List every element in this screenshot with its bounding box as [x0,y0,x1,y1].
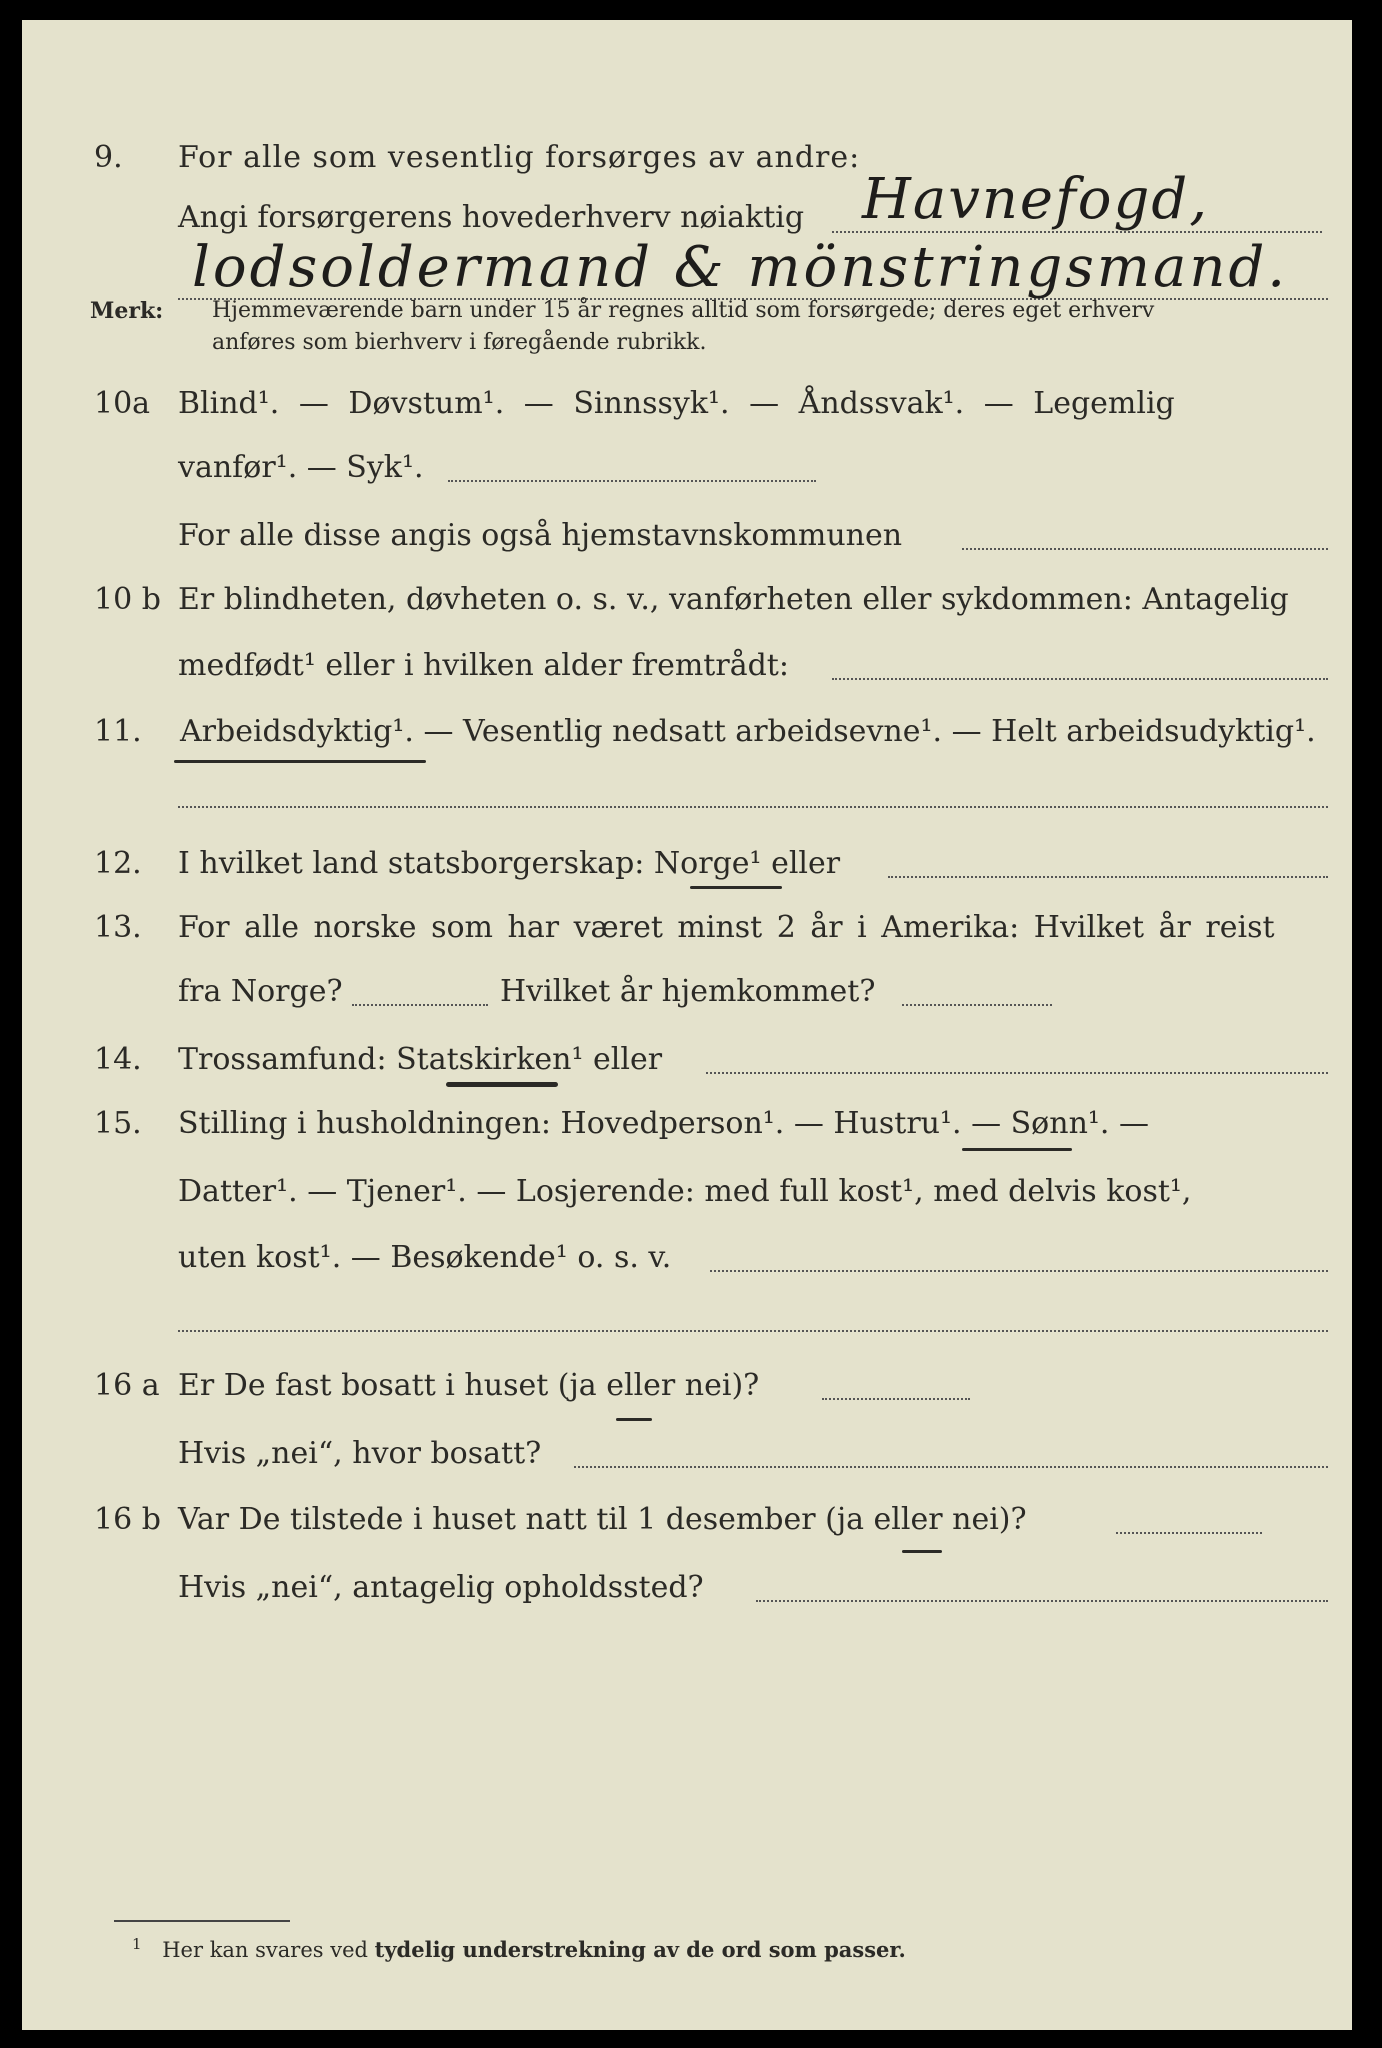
q13-text-line2a: fra Norge? [178,974,343,1009]
footnote-text: Her kan svares ved [162,1938,368,1962]
q16a-number: 16 a [94,1368,160,1403]
q10b-answer-line [832,678,1328,680]
q13-number: 13. [94,910,142,945]
q16a-answer-line [822,1398,970,1400]
footnote-rule [114,1920,290,1922]
q15-text-line1: Stilling i husholdningen: Hovedperson¹. — Hustru¹. — Sønn¹. — [178,1106,1149,1141]
q14-answer-line [706,1072,1328,1074]
q10a-hometown-answer-line [962,548,1328,550]
q11-answer-line [178,806,1328,808]
footnote-mark: 1 [132,1935,142,1953]
q15-answer-line [710,1270,1328,1272]
q14-number: 14. [94,1042,142,1077]
q9-text-line1: For alle som vesentlig forsørges av andre: [178,140,861,175]
q9-handwritten-answer-2: lodsoldermand & mönstringsmand. [192,235,1289,300]
q11-number: 11. [94,714,142,749]
q10a-text-line3: For alle disse angis også hjemstavnskommunen [178,518,903,553]
q10a-answer-line [448,480,816,482]
q13-year-returned-line [902,1004,1052,1006]
q10a-number: 10a [94,386,151,421]
q11-text-line1: Arbeidsdyktig¹. — Vesentlig nedsatt arbeidsevne¹. — Helt arbeidsudyktig¹. [180,714,1316,749]
q10b-text-line2: medfødt¹ eller i hvilken alder fremtrådt: [178,648,789,683]
q10b-number: 10 b [94,582,161,617]
q9-handwritten-answer-1: Havnefogd, [862,167,1210,232]
q15-number: 15. [94,1106,142,1141]
q14-underline-statskirken [446,1082,558,1087]
q15-extra-line [178,1330,1328,1332]
merk-text-line1: Hjemmeværende barn under 15 år regnes alltid som forsørgede; deres eget erhverv [212,298,1155,323]
q12-answer-line [888,876,1328,878]
footnote [132,1935,906,1962]
q13-year-left-line [352,1004,488,1006]
q16a-text-line1: Er De fast bosatt i huset (ja eller nei)? [178,1368,760,1403]
q15-underline-hustru [962,1148,1072,1151]
q16b-underline-ja [902,1550,942,1553]
q13-text-line2b: Hvilket år hjemkommet? [500,974,876,1009]
q15-text-line3: uten kost¹. — Besøkende¹ o. s. v. [178,1240,672,1275]
census-form-page [22,20,1352,2030]
q9-text-line2: Angi forsørgerens hovederhverv nøiaktig [178,200,805,235]
q16a-underline-ja [616,1418,652,1421]
q9-number: 9. [94,140,123,175]
q12-text-line1: I hvilket land statsborgerskap: Norge¹ eller [178,846,841,881]
q13-text-line1: For alle norske som har været minst 2 år i Amerika: Hvilket år reist [178,910,1275,945]
q16b-location-line [756,1600,1328,1602]
q16b-text-line2: Hvis „nei“, antagelig opholdssted? [178,1570,704,1605]
q16b-number: 16 b [94,1502,161,1537]
q16a-residence-line [574,1466,1328,1468]
q16b-answer-line [1116,1532,1262,1534]
merk-text-line2: anføres som bierhverv i føregående rubrikk. [212,330,707,355]
q12-underline-norge [690,886,782,889]
footnote-bold-text: tydelig understrekning av de ord som passer. [374,1937,906,1962]
q16b-text-line1: Var De tilstede i huset natt til 1 desember (ja eller nei)? [178,1502,1027,1537]
merk-label: Merk: [90,298,164,324]
q10b-text-line1: Er blindheten, døvheten o. s. v., vanførheten eller sykdommen: Antagelig [178,582,1289,617]
q10a-text-line2: vanfør¹. — Syk¹. [178,450,424,485]
q10a-text-line1: Blind¹. — Døvstum¹. — Sinnssyk¹. — Åndssvak¹. — Legemlig [178,386,1175,421]
q14-text-line1: Trossamfund: Statskirken¹ eller [178,1042,663,1077]
q11-underline-arbeidsdyktig [174,760,426,763]
q16a-text-line2: Hvis „nei“, hvor bosatt? [178,1436,542,1471]
q15-text-line2: Datter¹. — Tjener¹. — Losjerende: med full kost¹, med delvis kost¹, [178,1174,1192,1209]
q12-number: 12. [94,846,142,881]
